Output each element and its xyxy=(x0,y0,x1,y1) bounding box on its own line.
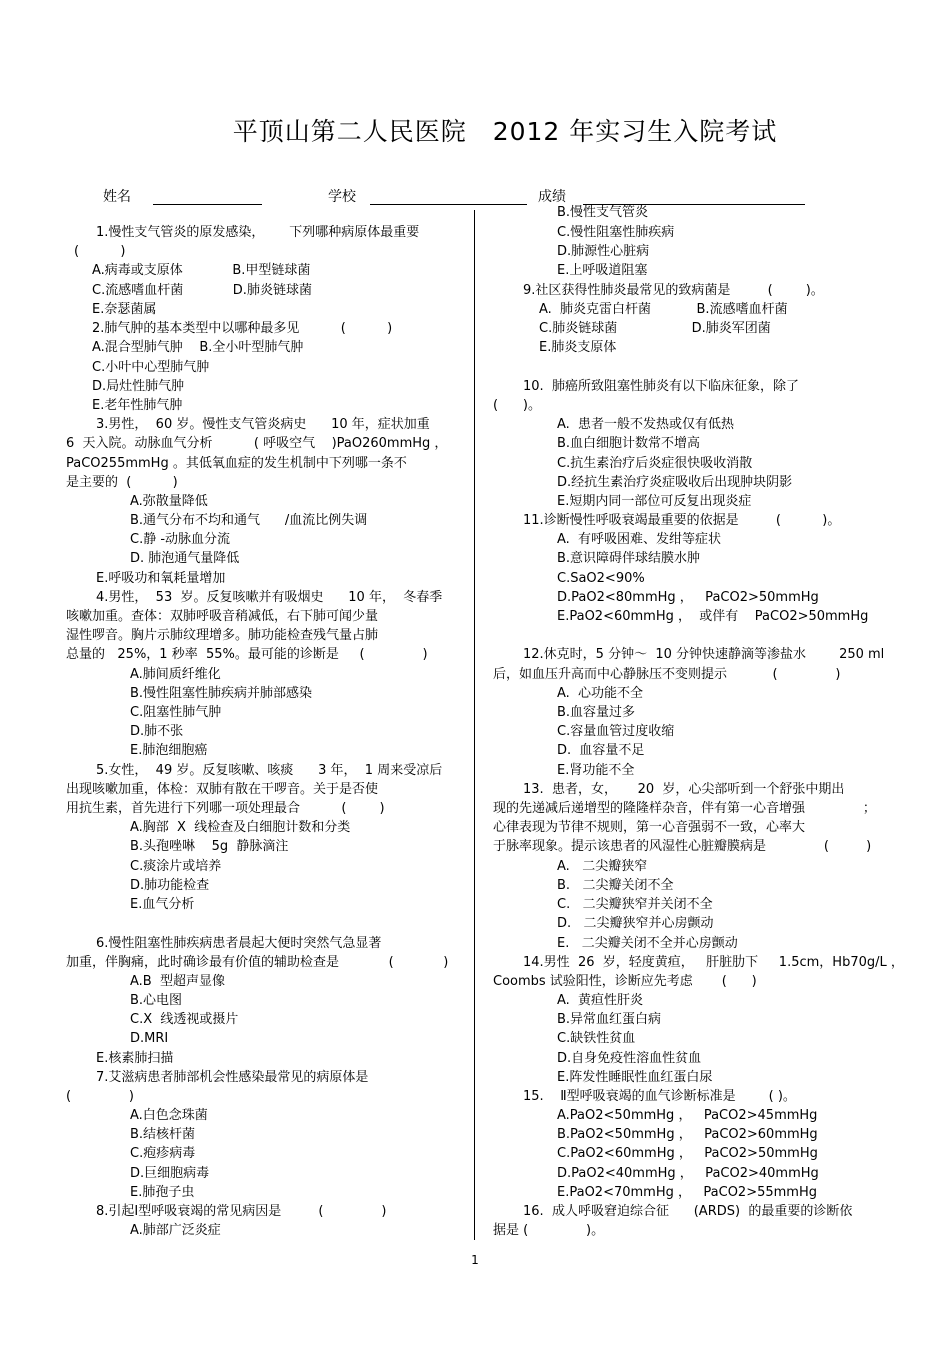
question-line: C.流感嗜血杆菌 D.肺炎链球菌 xyxy=(92,283,312,298)
question-line: D. 血容量不足 xyxy=(557,743,645,758)
question-line: C.容量血管过度收缩 xyxy=(557,724,675,739)
question-line: 加重，伴胸痛，此时确诊最有价值的辅助检查是 ( ) xyxy=(66,955,449,970)
question-line: E.血气分析 xyxy=(130,897,195,912)
name-field-line[interactable] xyxy=(153,204,262,205)
question-line: C.疱疹病毒 xyxy=(130,1146,196,1161)
question-line: 2.肺气肿的基本类型中以哪种最多见 ( ) xyxy=(92,321,393,336)
question-line: D.肺不张 xyxy=(130,724,184,739)
question-line: E.呼吸功和氧耗量增加 xyxy=(96,571,226,586)
question-line: C.PaO2<60mmHg ， PaCO2>50mmHg xyxy=(557,1146,818,1161)
question-line: C.肺炎链球菌 D.肺炎军团菌 xyxy=(539,321,771,336)
question-line: D.经抗生素治疗炎症吸收后出现肿块阴影 xyxy=(557,475,793,490)
question-line: D.巨细胞病毒 xyxy=(130,1166,210,1181)
question-line: B.血白细胞计数常不增高 xyxy=(557,436,701,451)
question-line: A. 二尖瓣狭窄 xyxy=(557,859,648,874)
school-label: 学校 xyxy=(328,189,356,205)
question-line: A.B 型超声显像 xyxy=(130,974,225,989)
question-line: B.结核杆菌 xyxy=(130,1127,196,1142)
question-line: E.肺炎支原体 xyxy=(539,340,617,355)
question-line: E.短期内同一部位可反复出现炎症 xyxy=(557,494,752,509)
question-line: 心律表现为节律不规则，第一心音强弱不一致，心率大 xyxy=(493,820,806,835)
question-line: B.心电图 xyxy=(130,993,183,1008)
question-line: E.奈瑟菌属 xyxy=(92,302,157,317)
question-line: 总量的 25%，1 秒率 55%。最可能的诊断是 ( ) xyxy=(66,647,428,662)
question-line: A.病毒或支原体 B.甲型链球菌 xyxy=(92,263,311,278)
score-label: 成绩 xyxy=(538,189,566,205)
question-line: A.混合型肺气肿 B.全小叶型肺气肿 xyxy=(92,340,304,355)
question-line: 5.女性， 49 岁。反复咳嗽、咳痰 3 年， 1 周来受凉后 xyxy=(96,763,443,778)
question-line: 14.男性 26 岁，轻度黄疸， 肝脏肋下 1.5cm，Hb70g/L ， xyxy=(523,955,904,970)
question-line: B.头孢唑啉 5g 静脉滴注 xyxy=(130,839,289,854)
question-line: E.阵发性睡眠性血红蛋白尿 xyxy=(557,1070,713,1085)
question-line: A.肺间质纤维化 xyxy=(130,667,221,682)
question-line: D.PaO2<40mmHg ， PaCO2>40mmHg xyxy=(557,1166,819,1181)
question-line: A. 患者一般不发热或仅有低热 xyxy=(557,417,735,432)
question-line: E. 二尖瓣关闭不全并心房颤动 xyxy=(557,936,738,951)
question-line: B.PaO2<50mmHg ， PaCO2>60mmHg xyxy=(557,1127,818,1142)
question-line: A.PaO2<50mmHg ， PaCO2>45mmHg xyxy=(557,1108,818,1123)
question-line: B.异常血红蛋白病 xyxy=(557,1012,662,1027)
question-line: C.慢性阻塞性肺疾病 xyxy=(557,225,675,240)
question-line: C.静 -动脉血分流 xyxy=(130,532,231,547)
question-line: Coombs 试验阳性，诊断应先考虑 ( ) xyxy=(493,974,757,989)
question-line: D.自身免疫性溶血性贫血 xyxy=(557,1051,702,1066)
school-field-line[interactable] xyxy=(370,204,527,205)
question-line: D.肺功能检查 xyxy=(130,878,210,893)
question-line: C.SaO2<90% xyxy=(557,571,645,586)
question-line: C.阻塞性肺气肿 xyxy=(130,705,222,720)
question-line: B.慢性阻塞性肺疾病并肺部感染 xyxy=(130,686,313,701)
question-line: E.肺泡细胞癌 xyxy=(130,743,208,758)
question-line: 用抗生素，首先进行下列哪一项处理最合 ( ) xyxy=(66,801,385,816)
question-line: 10. 肺癌所致阻塞性肺炎有以下临床征象，除了 xyxy=(523,379,799,394)
question-line: B.血容量过多 xyxy=(557,705,636,720)
question-line: C. 二尖瓣狭窄并关闭不全 xyxy=(557,897,713,912)
question-line: D.局灶性肺气肿 xyxy=(92,379,185,394)
question-line: 8.引起Ⅰ型呼吸衰竭的常见病因是 ( ) xyxy=(96,1204,387,1219)
question-line: 后，如血压升高而中心静脉压不变则提示 ( ) xyxy=(493,667,841,682)
question-line: D.MRI xyxy=(130,1031,169,1046)
question-line: E.PaO2<70mmHg ， PaCO2>55mmHg xyxy=(557,1185,817,1200)
question-line: C.痰涂片或培养 xyxy=(130,859,222,874)
question-line: D.PaO2<80mmHg ， PaCO2>50mmHg xyxy=(557,590,819,605)
question-line: A. 有呼吸困难、发绀等症状 xyxy=(557,532,722,547)
question-line: B. 二尖瓣关闭不全 xyxy=(557,878,674,893)
question-line: E.PaO2<60mmHg ， 或伴有 PaCO2>50mmHg xyxy=(557,609,869,624)
question-line: 13. 患者，女， 20 岁，心尖部听到一个舒张中期出 xyxy=(523,782,845,797)
question-line: A.弥散量降低 xyxy=(130,494,208,509)
question-line: A. 黄疸性肝炎 xyxy=(557,993,644,1008)
question-line: 湿性啰音。胸片示肺纹理增多。肺功能检查残气量占肺 xyxy=(66,628,379,643)
question-line: E.老年性肺气肿 xyxy=(92,398,183,413)
name-label: 姓名 xyxy=(103,189,131,205)
question-line: A.胸部 X 线检查及白细胞计数和分类 xyxy=(130,820,351,835)
question-line: A. 肺炎克雷白杆菌 B.流感嗜血杆菌 xyxy=(539,302,788,317)
question-line: E.肾功能不全 xyxy=(557,763,635,778)
question-line: 现的先递减后递增型的隆隆样杂音，伴有第一心音增强 ； xyxy=(493,801,876,816)
question-line: 9.社区获得性肺炎最常见的致病菌是 ( )。 xyxy=(523,283,824,298)
question-line: 1.慢性支气管炎的原发感染， 下列哪种病原体最重要 xyxy=(96,225,420,240)
question-line: C.X 线透视或摄片 xyxy=(130,1012,239,1027)
question-line: ( )。 xyxy=(493,398,541,413)
question-line: 16. 成人呼吸窘迫综合征 (ARDS) 的最重要的诊断依 xyxy=(523,1204,853,1219)
column-divider xyxy=(474,210,475,1240)
question-line: C.缺铁性贫血 xyxy=(557,1031,636,1046)
question-line: C.抗生素治疗后炎症很快吸收消散 xyxy=(557,456,753,471)
question-line: B.慢性支气管炎 xyxy=(557,205,649,220)
page-number: 1 xyxy=(471,1253,479,1267)
question-line: PaCO255mmHg 。其低氧血症的发生机制中下列哪一条不 xyxy=(66,456,407,471)
question-line: 7.艾滋病患者肺部机会性感染最常见的病原体是 xyxy=(96,1070,369,1085)
question-line: 12.休克时，5 分钟～ 10 分钟快速静滴等渗盐水 250 ml xyxy=(523,647,885,662)
question-line: C.小叶中心型肺气肿 xyxy=(92,360,210,375)
question-line: E.核素肺扫描 xyxy=(96,1051,174,1066)
question-line: 15. Ⅱ型呼吸衰竭的血气诊断标准是 ( )。 xyxy=(523,1089,796,1104)
question-line: A.白色念珠菌 xyxy=(130,1108,208,1123)
question-line: A.肺部广泛炎症 xyxy=(130,1223,221,1238)
question-line: 于脉率现象。提示该患者的风湿性心脏瓣膜病是 ( ) xyxy=(493,839,872,854)
question-line: 6 天入院。动脉血气分析 ( 呼吸空气 )PaO260mmHg ， xyxy=(66,436,448,451)
question-line: 据是 ( )。 xyxy=(493,1223,605,1238)
question-line: 4.男性， 53 岁。反复咳嗽并有吸烟史 10 年， 冬春季 xyxy=(96,590,443,605)
question-line: 出现咳嗽加重，体检：双肺有散在干啰音。关于是否使 xyxy=(66,782,379,797)
question-line: 3.男性， 60 岁。慢性支气管炎病史 10 年，症状加重 xyxy=(96,417,430,432)
page-title: 平顶山第二人民医院 2012 年实习生入院考试 xyxy=(232,117,778,146)
question-line: D. 二尖瓣狭窄并心房颤动 xyxy=(557,916,714,931)
question-line: B.意识障碍伴球结膜水肿 xyxy=(557,551,701,566)
question-line: 咳嗽加重。查体：双肺呼吸音稍减低，右下肺可闻少量 xyxy=(66,609,379,624)
question-line: 11.诊断慢性呼吸衰竭最重要的依据是 ( )。 xyxy=(523,513,841,528)
question-line: ( ) xyxy=(74,244,126,259)
question-line: 是主要的 ( ) xyxy=(66,475,178,490)
question-line: D.肺源性心脏病 xyxy=(557,244,650,259)
question-line: B.通气分布不均和通气 /血流比例失调 xyxy=(130,513,368,528)
question-line: ( ) xyxy=(66,1089,134,1104)
question-line: E.肺孢子虫 xyxy=(130,1185,195,1200)
question-line: D. 肺泡通气量降低 xyxy=(130,551,240,566)
question-line: A. 心功能不全 xyxy=(557,686,644,701)
question-line: 6.慢性阻塞性肺疾病患者晨起大便时突然气急显著 xyxy=(96,936,382,951)
question-line: E.上呼吸道阻塞 xyxy=(557,263,648,278)
